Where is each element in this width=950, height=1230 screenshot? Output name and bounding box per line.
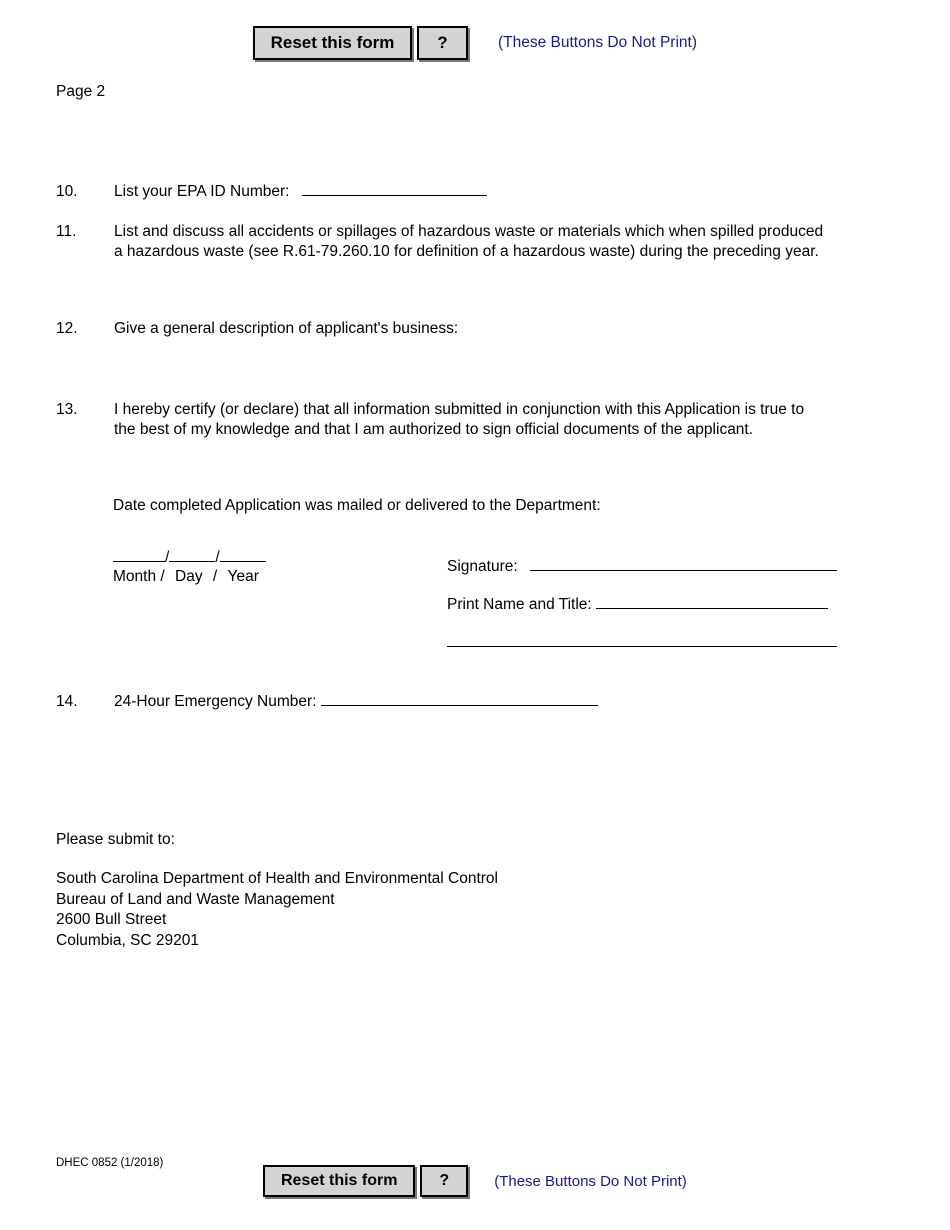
item-12-number: 12. [56,320,78,337]
item-11-number: 11. [56,223,77,240]
item-11-line-2: a hazardous waste (see R.61-79.260.10 for definition of a hazardous waste) during the preceding year. [114,243,819,261]
item-11-body [114,222,936,263]
buttons-do-not-print-note-bottom: (These Buttons Do Not Print) [494,1172,687,1190]
item-10-text: List your EPA ID Number: [114,183,290,200]
print-name-row [447,596,828,614]
submit-address [56,869,498,951]
submit-heading: Please submit to: [56,831,175,848]
item-10-body [114,182,916,202]
item-10-number: 10. [56,183,78,200]
print-name-label: Print Name and Title: [447,596,592,613]
page-label: Page 2 [56,83,106,100]
top-button-group [253,26,468,60]
item-14 [56,692,916,712]
extra-signature-row [447,634,837,652]
submit-address-line-3: 2600 Bull Street [56,911,167,929]
reset-form-button-top[interactable]: Reset this form [253,26,412,60]
item-14-number: 14. [56,693,78,710]
emergency-number-input[interactable] [321,705,598,706]
submit-address-line-2: Bureau of Land and Waste Management [56,890,335,908]
reset-form-button-bottom[interactable]: Reset this form [263,1165,415,1197]
item-14-body [114,692,916,712]
bottom-button-group [263,1165,468,1197]
signature-input[interactable] [530,570,837,571]
year-label: Year [227,568,259,585]
date-sep-2: / [212,568,218,585]
item-13 [56,400,936,441]
date-completed-block [113,548,266,586]
bottom-button-bar [0,1165,950,1197]
help-button-top[interactable]: ? [417,26,468,60]
date-sep-1: / [160,568,165,585]
date-slots: / / [113,548,266,567]
item-11-line-1: List and discuss all accidents or spillages of hazardous waste or materials which when spilled produced [114,223,824,240]
item-10 [56,182,916,202]
item-13-line-1: I hereby certify (or declare) that all information submitted in conjunction with this Application is true to [114,401,805,418]
extra-signature-input[interactable] [447,646,837,647]
signature-row [447,558,837,576]
item-13-number: 13. [56,401,78,418]
buttons-do-not-print-note-top: (These Buttons Do Not Print) [498,34,697,51]
submit-address-line-1: South Carolina Department of Health and Environmental Control [56,870,498,887]
form-code: DHEC 0852 (1/2018) [56,1157,164,1169]
epa-id-number-input[interactable] [302,195,487,196]
month-label: Month [113,568,157,585]
day-label: Day [175,568,203,585]
item-12 [56,319,916,339]
help-button-bottom[interactable]: ? [420,1165,468,1197]
year-input[interactable] [220,548,266,562]
day-input[interactable] [169,548,215,562]
print-name-input[interactable] [596,608,828,609]
top-button-bar [0,26,950,60]
date-labels [113,568,266,586]
item-11 [56,222,936,263]
signature-label: Signature: [447,558,518,575]
item-13-body [114,400,936,441]
month-input[interactable] [113,548,165,562]
submit-address-line-4: Columbia, SC 29201 [56,931,200,949]
item-13-line-2: the best of my knowledge and that I am authorized to sign official documents of the applicant. [114,421,754,439]
item-12-text: Give a general description of applicant's business: [114,320,459,337]
date-prompt: Date completed Application was mailed or delivered to the Department: [113,497,601,514]
item-14-text: 24-Hour Emergency Number: [114,693,317,710]
